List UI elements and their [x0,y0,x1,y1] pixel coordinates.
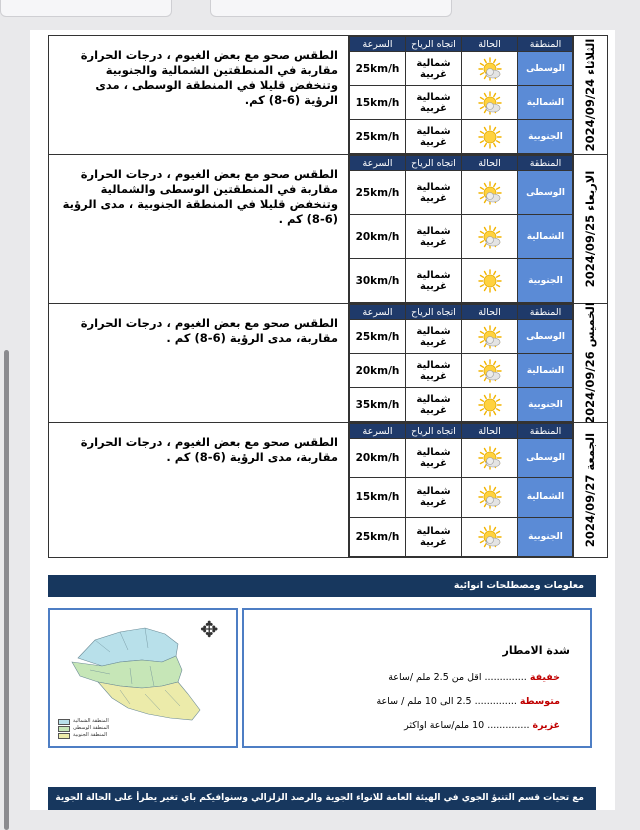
scrollbar-thumb[interactable] [4,350,9,830]
legend-item [58,732,109,739]
region-name: الوسطى [518,439,574,478]
region-name: الشمالية [518,86,574,120]
date-column [572,304,607,422]
table-row [350,388,574,422]
legend-label: المنطقة الشمالية [73,718,109,724]
legend-item [58,718,109,725]
compass-rose-icon: ✥ [200,618,219,643]
forecast-text: الطقس صحو مع بعض الغيوم ، درجات الحرارة مقاربة في المنطقتين الشمالية والجنوبية وتنخفض قليلا في المنطقة الوسطى ، مدى الرؤية (6-8) كم. [49,36,349,154]
weather-state [462,388,518,422]
header-region: المنطقة [518,305,574,320]
forecast-day [48,154,608,304]
wind-direction: شمالية غربية [406,171,462,215]
table-row [350,120,574,154]
region-name: الشمالية [518,354,574,388]
header-state: الحالة [462,424,518,439]
table-row [350,517,574,556]
forecast-date: الثلاثاء 2024/09/24 [583,38,597,152]
rain-row [388,672,560,683]
table-row [350,171,574,215]
wind-speed: 25km/h [350,320,406,354]
date-column [572,423,607,557]
wind-speed: 20km/h [350,215,406,259]
region-name: الجنوبية [518,517,574,556]
region-name: الوسطى [518,52,574,86]
header-region: المنطقة [518,424,574,439]
wind-speed: 15km/h [350,86,406,120]
header-speed: السرعة [350,37,406,52]
forecast-text: الطقس صحو مع بعض الغيوم ، درجات الحرارة مقاربة، مدى الرؤية (6-8) كم . [49,423,349,557]
header-speed: السرعة [350,424,406,439]
table-row [350,439,574,478]
header-region: المنطقة [518,156,574,171]
sunny-icon [478,125,502,149]
wind-speed: 15km/h [350,478,406,517]
legend-swatch [58,726,70,732]
table-row [350,52,574,86]
weather-state [462,171,518,215]
partly-cloudy-icon [478,91,502,115]
wind-speed: 25km/h [350,171,406,215]
date-column [572,155,607,303]
partly-cloudy-icon [478,359,502,383]
footer-bar: مع تحيات قسم التنبؤ الجوي في الهيئة العامة للانواء الجوية والرصد الزلزالي وسنوافيكم باي تغير يطرأ على الحالة الجوية [48,787,596,810]
scrollbar[interactable] [0,30,14,810]
forecast-date: الاربعاء 2024/09/25 [583,170,597,288]
weather-state [462,259,518,303]
wind-speed: 25km/h [350,517,406,556]
header-speed: السرعة [350,305,406,320]
header-state: الحالة [462,156,518,171]
forecast-date: الجمعة 2024/09/27 [583,432,597,548]
sunny-icon [478,269,502,293]
legend-label: المنطقة الجنوبية [73,732,108,738]
weather-state [462,439,518,478]
weather-state [462,86,518,120]
table-row [350,259,574,303]
partly-cloudy-icon [478,525,502,549]
header-state: الحالة [462,37,518,52]
rain-desc: .............. اقل من 2.5 ملم /ساعة [388,672,527,683]
region-name: الشمالية [518,215,574,259]
table-row [350,478,574,517]
wind-speed: 35km/h [350,388,406,422]
wind-direction: شمالية غربية [406,354,462,388]
partly-cloudy-icon [478,446,502,470]
rain-class: متوسطة [519,696,560,707]
table-row [350,215,574,259]
partly-cloudy-icon [478,485,502,509]
wind-direction: شمالية غربية [406,52,462,86]
rain-class: خفيفة [529,672,560,683]
forecast-day [48,422,608,558]
rain-row [404,720,560,731]
wind-speed: 30km/h [350,259,406,303]
forecast-text: الطقس صحو مع بعض الغيوم ، درجات الحرارة مقاربة، مدى الرؤية (6-8) كم . [49,304,349,422]
wind-direction: شمالية غربية [406,439,462,478]
info-title-bar: معلومات ومصطلحات انوائية [48,575,596,597]
rain-desc: .............. 2.5 الى 10 ملم / ساعة [376,696,517,707]
viewer-toolbar [0,0,640,30]
region-name: الجنوبية [518,259,574,303]
header-state: الحالة [462,305,518,320]
wind-direction: شمالية غربية [406,517,462,556]
region-name: الوسطى [518,171,574,215]
wind-direction: شمالية غربية [406,215,462,259]
header-wind: اتجاه الرياح [406,37,462,52]
table-row [350,86,574,120]
header-wind: اتجاه الرياح [406,424,462,439]
header-wind: اتجاه الرياح [406,156,462,171]
document-page [30,30,615,810]
region-name: الجنوبية [518,120,574,154]
partly-cloudy-icon [478,181,502,205]
wind-direction: شمالية غربية [406,478,462,517]
wind-direction: شمالية غربية [406,120,462,154]
wind-direction: شمالية غربية [406,320,462,354]
rain-class: غزيرة [532,720,560,731]
header-region: المنطقة [518,37,574,52]
region-name: الشمالية [518,478,574,517]
partly-cloudy-icon [478,225,502,249]
weather-state [462,517,518,556]
table-row [350,354,574,388]
forecast-table [349,304,574,422]
forecast-text: الطقس صحو مع بعض الغيوم ، درجات الحرارة مقاربة في المنطقتين الوسطى والشمالية وتنخفض قليلا في المنطقة الجنوبية ، مدى الرؤية (6-8) كم . [49,155,349,303]
forecast-table [349,423,574,557]
wind-speed: 25km/h [350,120,406,154]
partly-cloudy-icon [478,57,502,81]
header-wind: اتجاه الرياح [406,305,462,320]
toolbar-segment-right[interactable] [210,0,452,17]
weather-state [462,120,518,154]
weather-state [462,354,518,388]
forecast-table [349,36,574,154]
legend-swatch [58,733,70,739]
legend-item [58,725,109,732]
rain-desc: .............. 10 ملم/ساعة اواكثر [404,720,530,731]
wind-speed: 25km/h [350,52,406,86]
weather-state [462,52,518,86]
region-name: الوسطى [518,320,574,354]
wind-direction: شمالية غربية [406,259,462,303]
weather-state [462,478,518,517]
header-speed: السرعة [350,156,406,171]
legend-swatch [58,719,70,725]
date-column [572,36,607,154]
wind-direction: شمالية غربية [406,86,462,120]
rain-intensity-box [242,608,592,748]
region-map [48,608,238,748]
map-legend [58,718,109,739]
rain-row [376,696,560,707]
table-row [350,320,574,354]
forecast-day [48,303,608,423]
forecast-date: الخميس 2024/09/26 [583,302,597,424]
partly-cloudy-icon [478,325,502,349]
weather-state [462,215,518,259]
wind-direction: شمالية غربية [406,388,462,422]
wind-speed: 20km/h [350,354,406,388]
toolbar-segment-left[interactable] [0,0,172,17]
weather-state [462,320,518,354]
wind-speed: 20km/h [350,439,406,478]
rain-title: شدة الامطار [502,644,570,657]
forecast-table [349,155,574,303]
legend-label: المنطقة الوسطى [73,725,110,731]
sunny-icon [478,393,502,417]
region-name: الجنوبية [518,388,574,422]
forecast-day [48,35,608,155]
